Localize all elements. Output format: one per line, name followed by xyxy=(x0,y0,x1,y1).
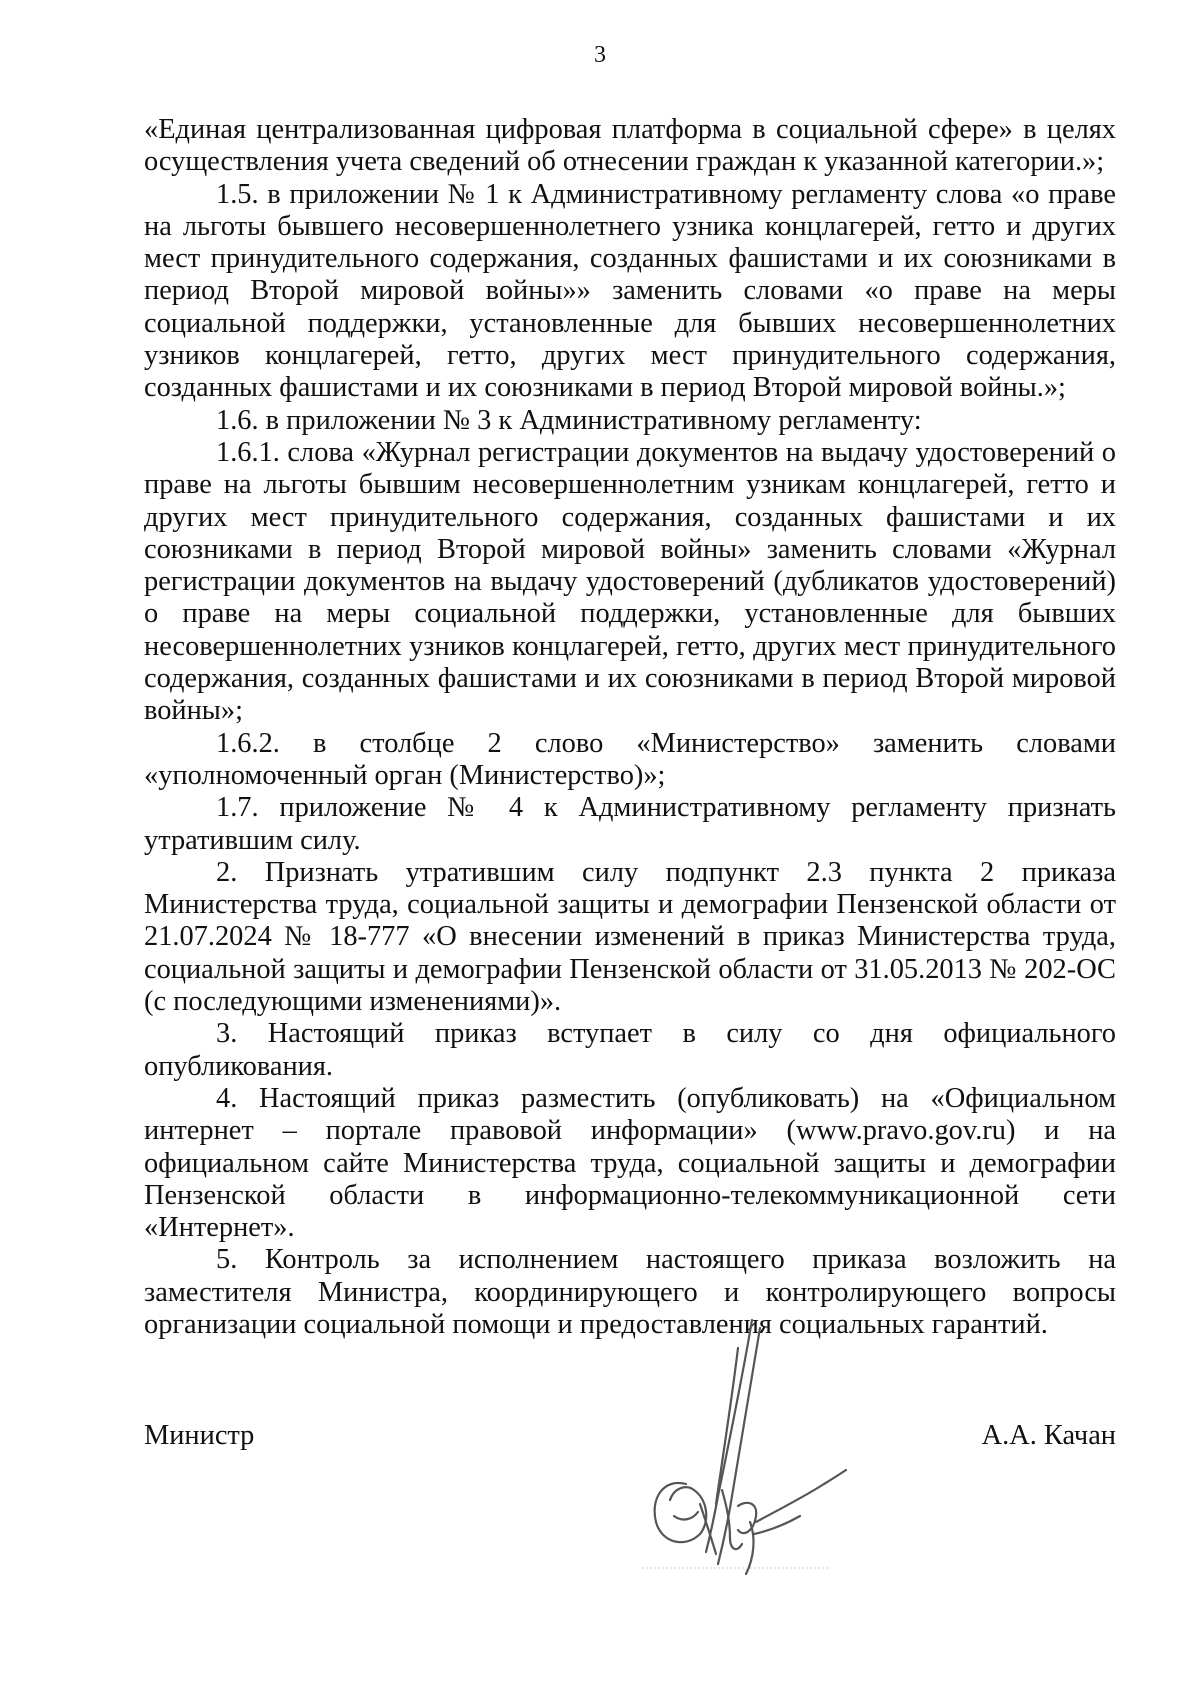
signatory-name: А.А. Качан xyxy=(981,1420,1116,1451)
handwritten-signature xyxy=(634,1308,864,1588)
paragraph-1-6: 1.6. в приложении № 3 к Административному регламенту: xyxy=(216,404,922,436)
paragraph-intro-continuation: «Единая централизованная цифровая платформа в социальной сфере» в целях осуществления учета сведений об отнесении граждан к указанной категории.»; xyxy=(144,114,1116,178)
page-number: 3 xyxy=(594,42,606,68)
paragraph-4: 4. Настоящий приказ разместить (опубликовать) на «Официальном интернет – портале правовой информации» (www.pravo.gov.ru) и на официальном сайте Министерства труда, социальной защиты и демографии Пензенской области в информационно-телекоммуникационной сети «Интернет». xyxy=(144,1082,1116,1244)
document-body xyxy=(144,114,1116,1341)
paragraph-1-6-1: 1.6.1. слова «Журнал регистрации документов на выдачу удостоверений о праве на льготы бывшим несовершеннолетним узникам концлагерей, гетто и других мест принудительного содержания, созданных фашистами и их союзниками в период Второй мировой войны» заменить словами «Журнал регистрации документов на выдачу удостоверений (дубликатов удостоверений) о праве на меры социальной поддержки, установленные для бывших несовершеннолетних узников концлагерей, гетто, других мест принудительного содержания, созданных фашистами и их союзниками в период Второй мировой войны»; xyxy=(144,436,1116,727)
paragraph-1-7: 1.7. приложение № 4 к Административному регламенту признать утратившим силу. xyxy=(144,792,1116,856)
paragraph-5: 5. Контроль за исполнением настоящего приказа возложить на заместителя Министра, координирующего и контролирующего вопросы организации социальной помощи и предоставления социальных гарантий. xyxy=(144,1244,1116,1340)
signatory-title: Министр xyxy=(144,1420,255,1451)
signature-block xyxy=(144,1420,1116,1620)
paragraph-3: 3. Настоящий приказ вступает в силу со дня официального опубликования. xyxy=(144,1018,1116,1082)
paragraph-1-6-2: 1.6.2. в столбце 2 слово «Министерство» заменить словами «уполномоченный орган (Министерство)»; xyxy=(144,727,1116,791)
paragraph-2: 2. Признать утратившим силу подпункт 2.3 пункта 2 приказа Министерства труда, социальной защиты и демографии Пензенской области от 21.07.2024 № 18-777 «О внесении изменений в приказ Министерства труда, социальной защиты и демографии Пензенской области от 31.05.2013 № 202-ОС (с последующими изменениями)». xyxy=(144,856,1116,1018)
paragraph-1-5: 1.5. в приложении № 1 к Административному регламенту слова «о праве на льготы бывшего несовершеннолетнего узника концлагерей, гетто и других мест принудительного содержания, созданных фашистами и их союзниками в период Второй мировой войны»» заменить словами «о праве на меры социальной поддержки, установленные для бывших несовершеннолетних узников концлагерей, гетто, других мест принудительного содержания, созданных фашистами и их союзниками в период Второй мировой войны.»; xyxy=(144,178,1116,404)
